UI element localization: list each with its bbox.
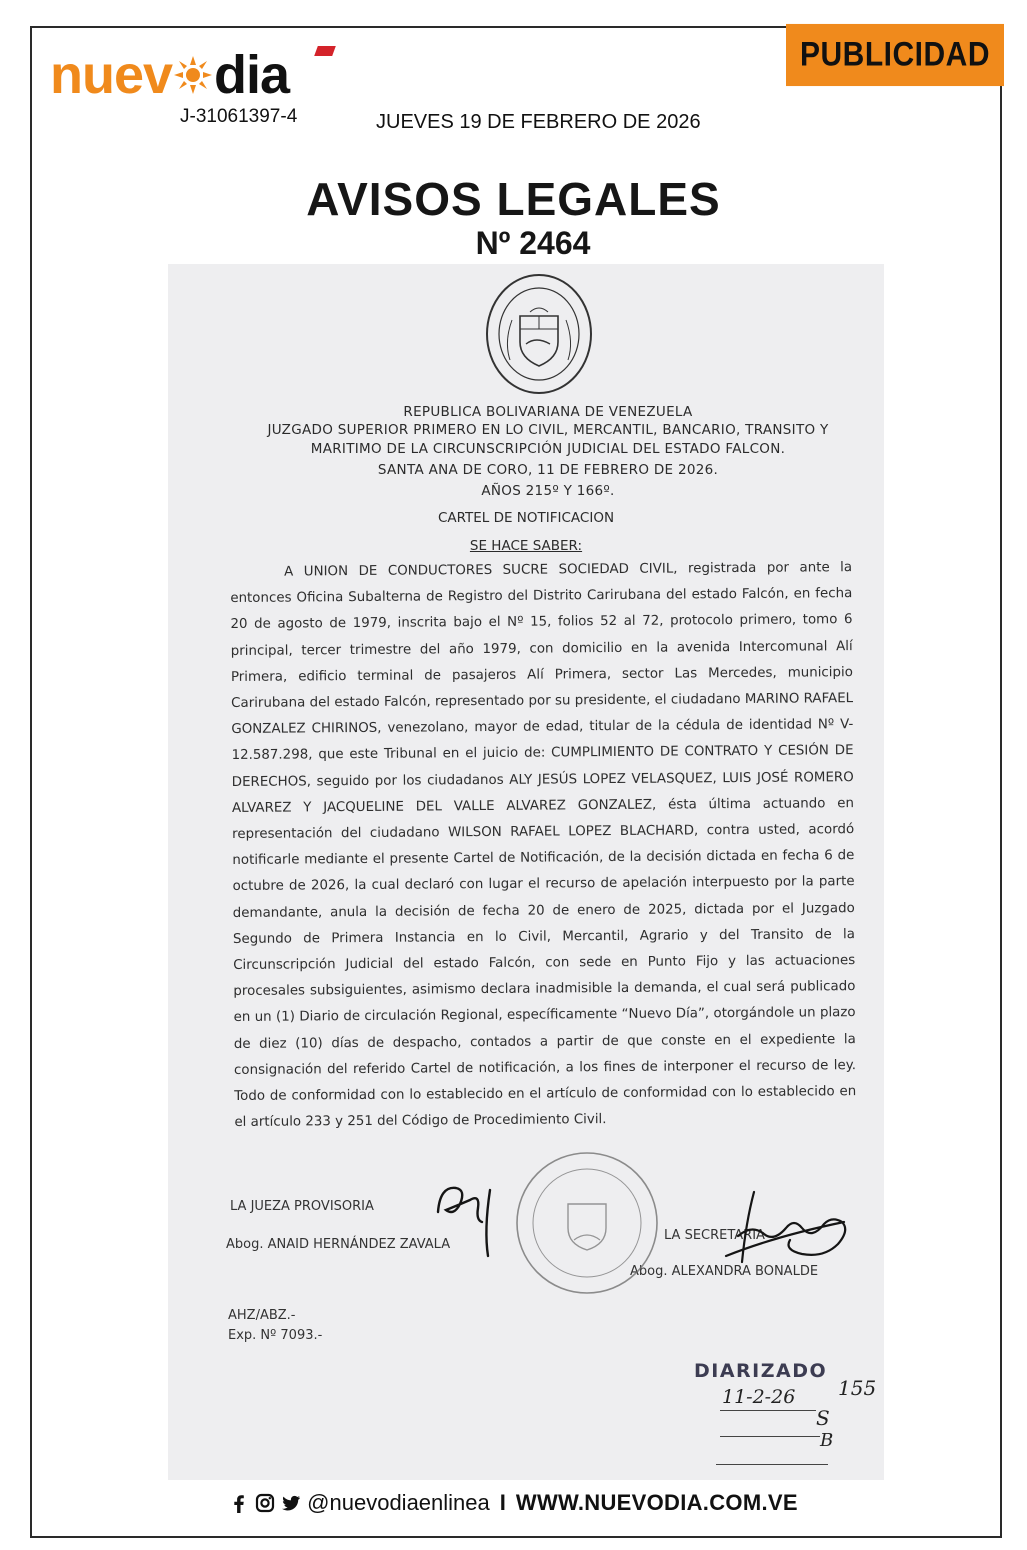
header-line-5: AÑOS 215º Y 166º. (481, 483, 615, 499)
header-line-2: JUZGADO SUPERIOR PRIMERO EN LO CIVIL, MERCANTIL, BANCARIO, TRANSITO Y (267, 422, 829, 438)
facebook-icon[interactable] (229, 1493, 249, 1513)
header-line-4: SANTA ANA DE CORO, 11 DE FEBRERO DE 2026. (377, 462, 719, 478)
court-seal-icon (484, 272, 594, 396)
secretary-signature-icon (724, 1184, 850, 1276)
section-title: AVISOS LEGALES (306, 173, 721, 225)
diarizado-mark-2: B (820, 1430, 834, 1451)
secretary-name: Abog. ALEXANDRA BONALDE (630, 1264, 819, 1279)
section-number: Nº 2464 (475, 225, 591, 261)
footer-bar (0, 1486, 1027, 1520)
sun-icon (173, 55, 213, 95)
logo-accent-mark (314, 46, 336, 56)
expediente-number: Exp. Nº 7093.- (228, 1328, 323, 1343)
website-link[interactable]: WWW.NUEVODIA.COM.VE (515, 1490, 798, 1515)
logo-text-part2: dia (214, 45, 290, 105)
stamp-line-3 (716, 1464, 828, 1465)
hace-saber-heading: SE HACE SABER: (469, 538, 583, 554)
court-stamp-icon (512, 1144, 662, 1302)
social-handle[interactable]: @nuevodiaenlinea (307, 1490, 490, 1515)
header-line-3: MARITIMO DE LA CIRCUNSCRIPCIÓN JUDICIAL DEL ESTADO FALCON. (310, 441, 786, 457)
scanned-document (168, 264, 884, 1480)
publicidad-badge: PUBLICIDAD (786, 24, 1004, 86)
judge-name: Abog. ANAID HERNÁNDEZ ZAVALA (226, 1237, 451, 1252)
cartel-title: CARTEL DE NOTIFICACION (437, 510, 615, 526)
instagram-icon[interactable] (255, 1493, 275, 1513)
diarizado-label: DIARIZADO (694, 1360, 828, 1382)
initials-reference: AHZ/ABZ.- (228, 1308, 296, 1323)
diarizado-date: 11-2-26 (722, 1386, 796, 1408)
footer-separator: I (499, 1490, 506, 1515)
stamp-line-2 (720, 1436, 820, 1437)
judge-title: LA JUEZA PROVISORIA (230, 1199, 374, 1214)
stamp-line-1 (720, 1410, 816, 1411)
logo-text-part1: nuev (50, 45, 173, 105)
edition-date: JUEVES 19 DE FEBRERO DE 2026 (376, 111, 701, 133)
diarizado-stamp (692, 1360, 882, 1472)
twitter-icon[interactable] (281, 1493, 301, 1513)
diarizado-folio: 155 (838, 1376, 877, 1400)
nuevodia-logo (50, 45, 340, 105)
notice-body: A UNION DE CONDUCTORES SUCRE SOCIEDAD CIVIL, registrada por ante la entonces Oficina Subalterna de Registro del Distrito Carirubana del estado Falcón, en fecha 20 de agosto de 1979, inscrita bajo el Nº 15, folios 52 al 72, protocolo primero, tomo 6 principal, tercer trimestre del año 1979, con domicilio en la avenida Intercomunal Alí Primera, edificio terminal de pasajeros Alí Primera, sector Las Mercedes, municipio Carirubana del estado Falcón, representado por su presidente, el ciudadano MARINO RAFAEL GONZALEZ CHIRINOS, venezolano, mayor de edad, titular de la cédula de identidad Nº V-12.587.298, que este Tribunal en el juicio de: CUMPLIMIENTO DE CONTRATO Y CESIÓN DE DERECHOS, seguido por los ciudadanos ALY JESÚS LOPEZ VELASQUEZ, LUIS JOSÉ ROMERO ALVAREZ Y JACQUELINE DEL VALLE ALVAREZ GONZALEZ, ésta última actuando en representación del ciudadano WILSON RAFAEL LOPEZ BLACHARD, contra usted, acordó notificarle mediante el presente Cartel de Notificación, de la decisión dictada en fecha 6 de octubre de 2026, la cual declaró con lugar el recurso de apelación interpuesto por la parte demandante, anula la decisión de fecha 20 de enero de 2025, dictada por el Juzgado Segundo de Primera Instancia en lo Civil, Mercantil, Agrario y del Transito de la Circunscripción Judicial del estado Falcón, con sede en Punto Fijo y las actuaciones procesales subsiguientes, asimismo declara inadmisible la demanda, el cual será publicado en un (1) Diario de circulación Regional, específicamente “Nuevo Día”, otorgándole un plazo de diez (10) días de despacho, contados a partir de que conste en el expediente la consignación del referido Cartel de notificación, a los fines de interponer el recurso de ley. Todo de conformidad con lo establecido en el artículo de conformidad con lo establecido en el artículo 233 y 251 del Código de Procedimiento Civil. (230, 560, 857, 1131)
header-line-1: REPUBLICA BOLIVARIANA DE VENEZUELA (403, 404, 693, 420)
secretary-title: LA SECRETARIA (664, 1228, 765, 1243)
rif-number: J-31061397-4 (180, 106, 298, 127)
diarizado-mark-1: S (816, 1406, 830, 1430)
